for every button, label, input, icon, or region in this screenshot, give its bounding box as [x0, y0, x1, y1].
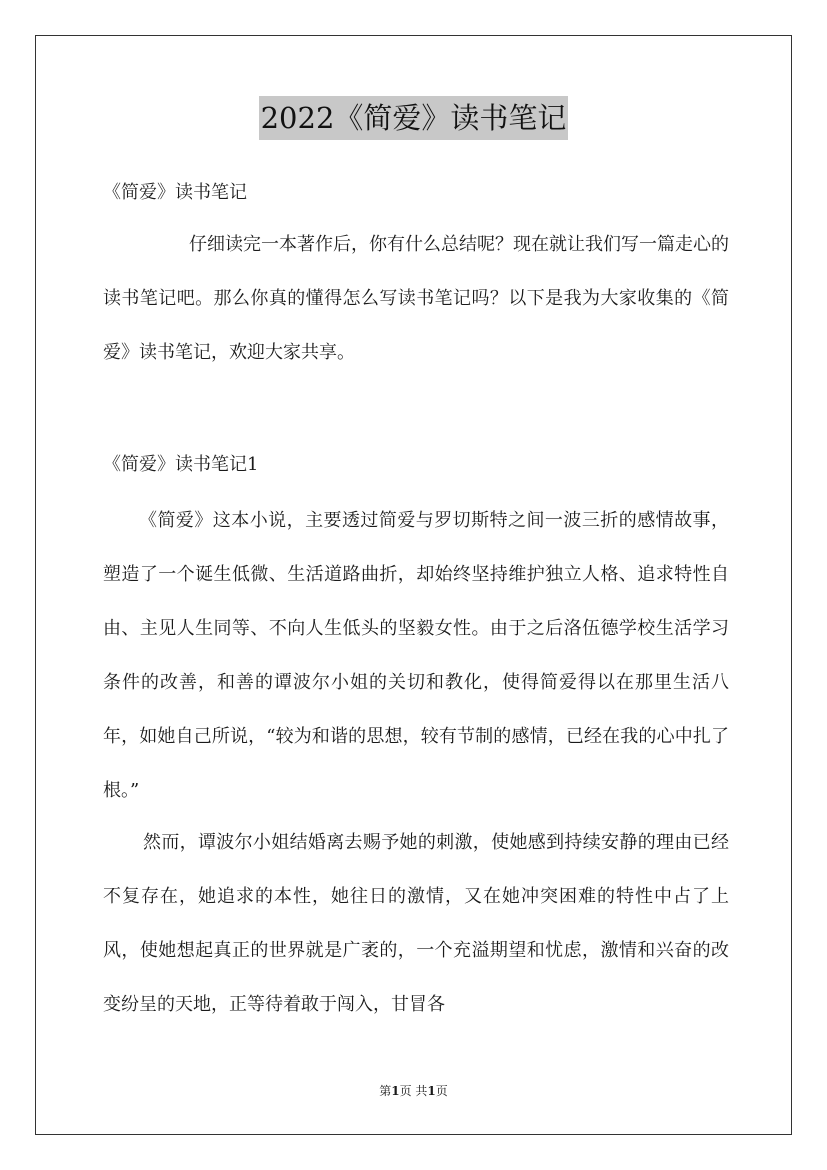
footer-suffix: 页 — [435, 1084, 448, 1098]
footer-prefix: 第 — [379, 1084, 392, 1098]
document-title: 2022《简爱》读书笔记 — [259, 96, 569, 140]
title-container — [0, 96, 827, 140]
intro-heading: 《简爱》读书笔记 — [103, 182, 247, 203]
footer-total-pages: 1 — [427, 1084, 436, 1098]
footer-current-page: 1 — [391, 1084, 400, 1098]
intro-paragraph: 仔细读完一本著作后，你有什么总结呢？现在就让我们写一篇走心的读书笔记吧。那么你真的懂得怎么写读书笔记吗？以下是我为大家收集的《简爱》读书笔记，欢迎大家共享。 — [103, 234, 729, 363]
footer-middle: 页 共 — [399, 1084, 428, 1098]
section-1-heading: 《简爱》读书笔记1 — [103, 454, 259, 475]
page-footer — [0, 1082, 827, 1100]
section-1-paragraph-1: 《简爱》这本小说，主要透过简爱与罗切斯特之间一波三折的感情故事，塑造了一个诞生低微、生活道路曲折，却始终坚持维护独立人格、追求特性自由、主见人生同等、不向人生低头的坚毅女性。由于之后洛伍德学校生活学习条件的改善，和善的谭波尔小姐的关切和教化，使得简爱得以在那里生活八年，如她自己所说，“较为和谐的思想，较有节制的感情，已经在我的心中扎了根。” — [103, 510, 729, 801]
section-1-paragraph-2: 然而，谭波尔小姐结婚离去赐予她的刺激，使她感到持续安静的理由已经不复存在，她追求的本性，她往日的激情，又在她冲突困难的特性中占了上风，使她想起真正的世界就是广袤的，一个充溢期望和忧虑，激情和兴奋的改变纷呈的天地，正等待着敢于闯入，甘冒各 — [103, 832, 729, 1015]
